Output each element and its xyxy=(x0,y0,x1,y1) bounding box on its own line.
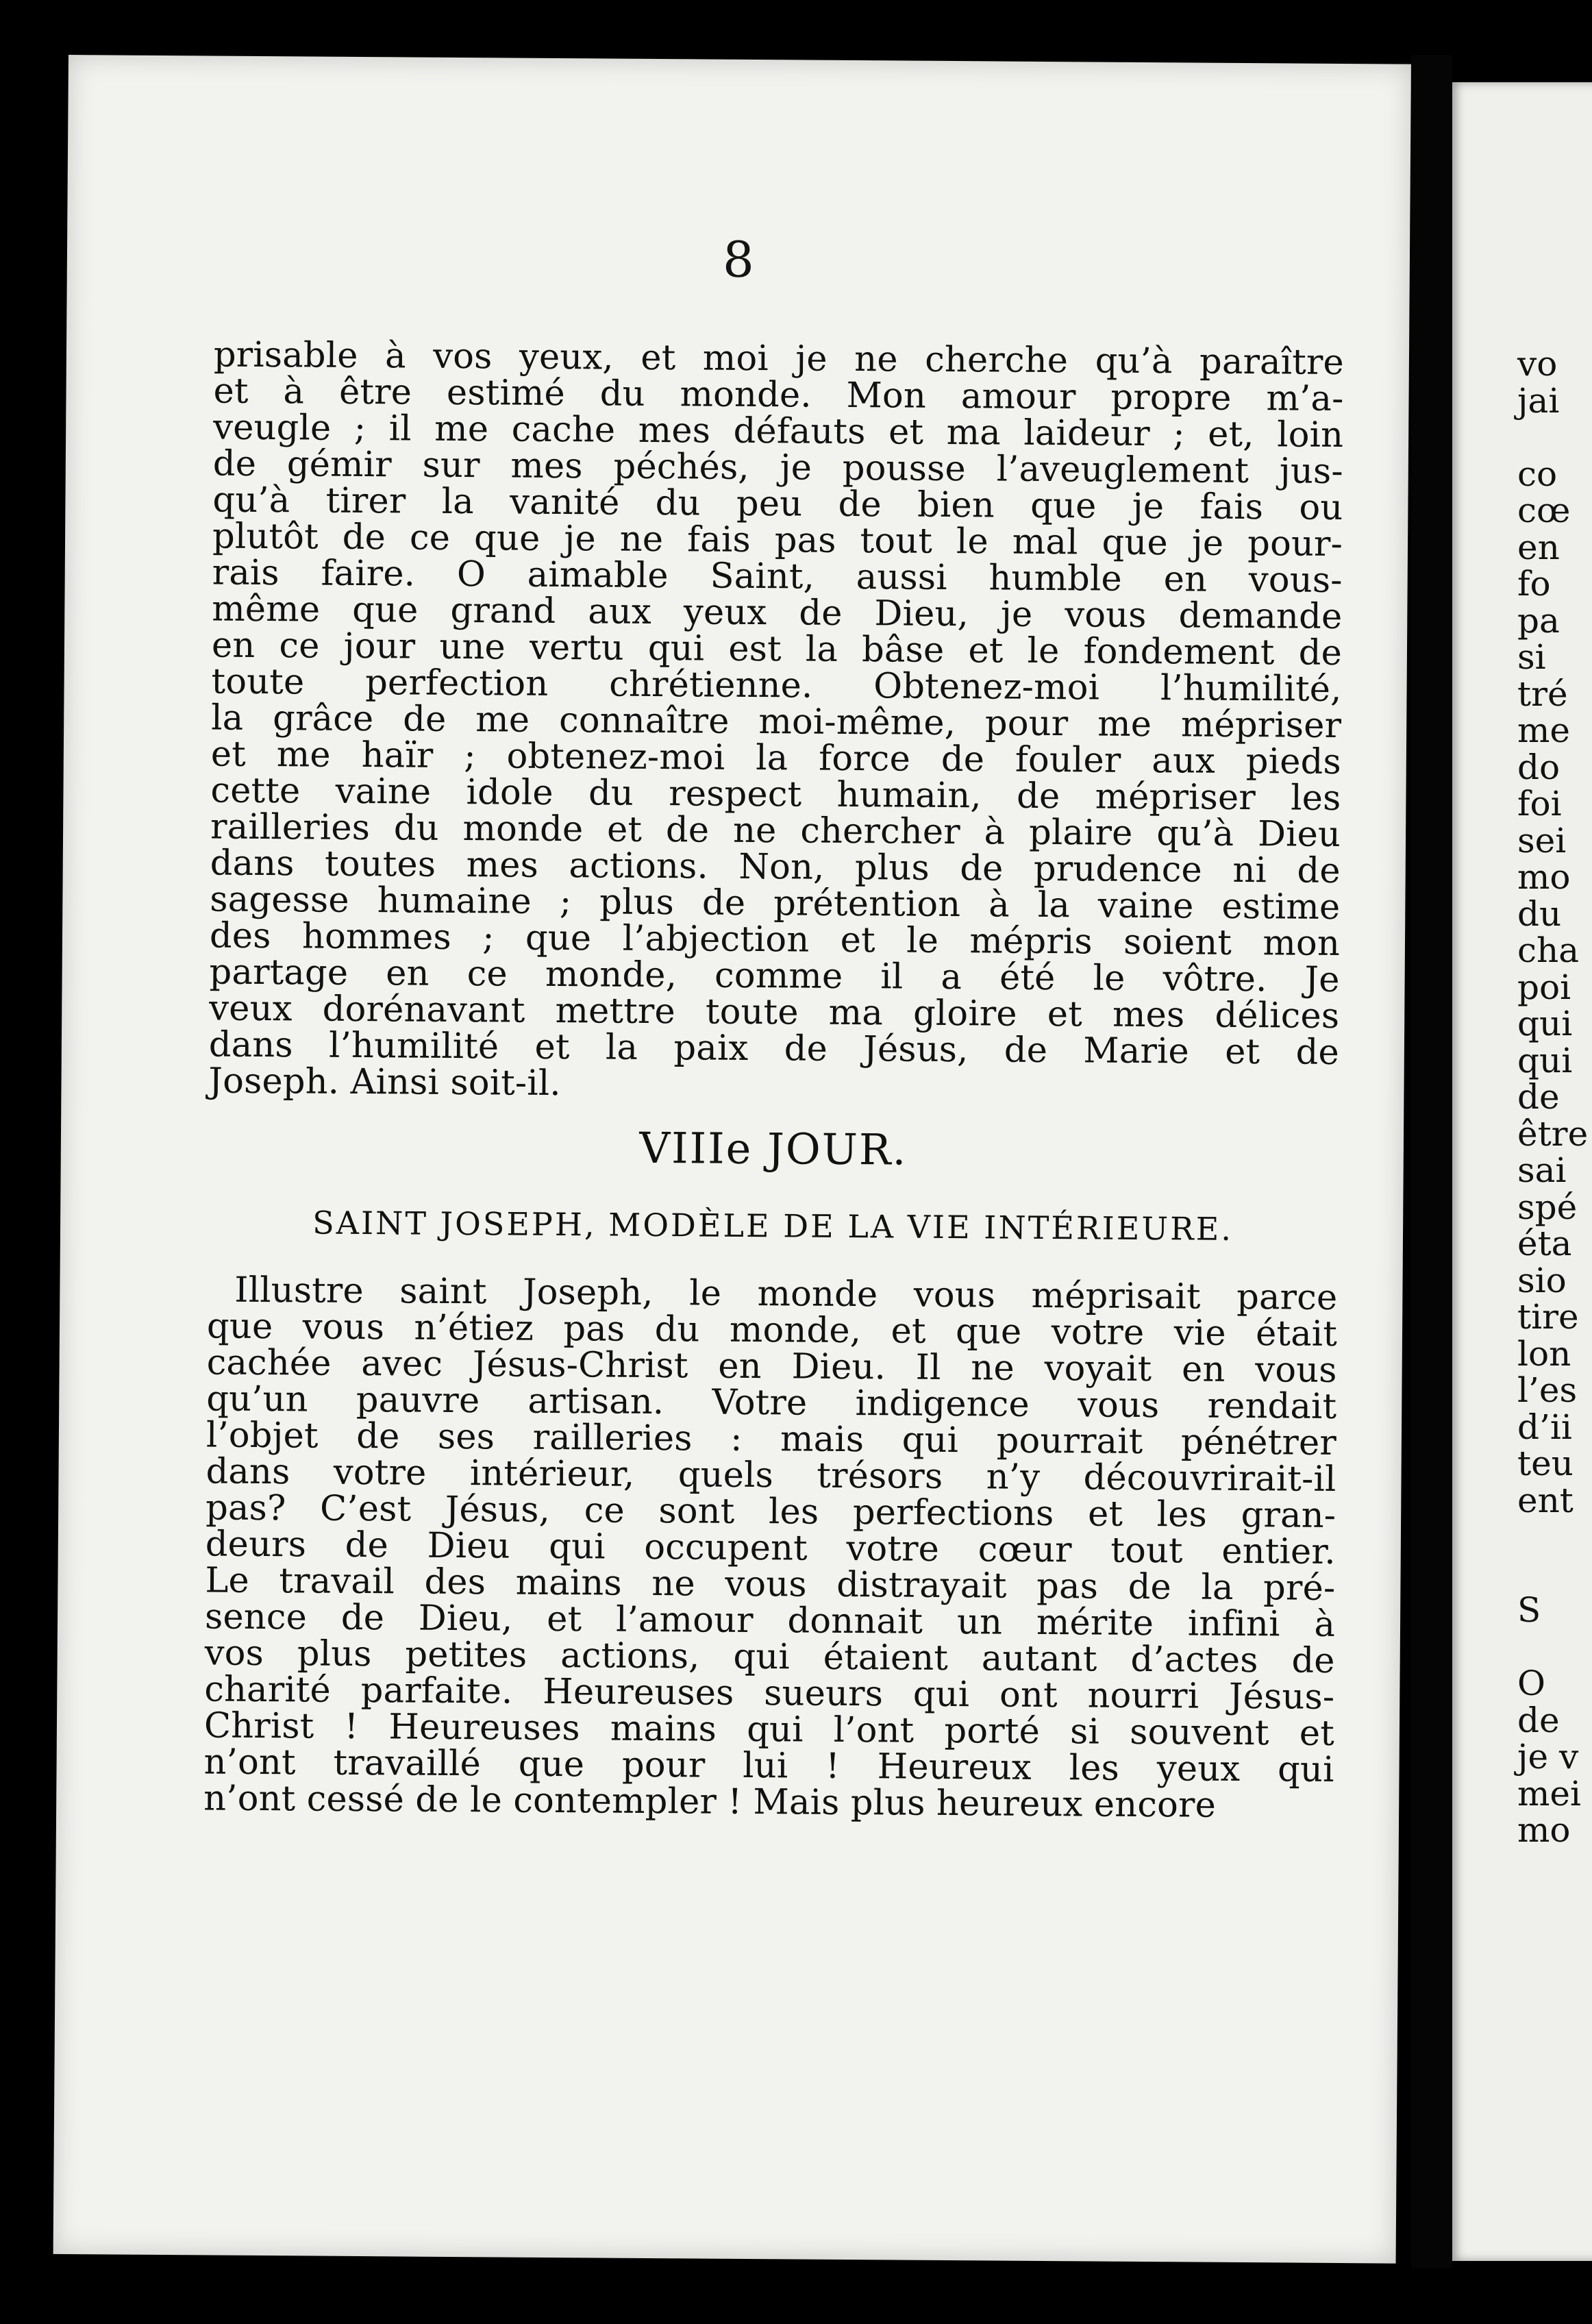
right-page-fragment: mo xyxy=(1517,857,1571,897)
paragraph-meditation xyxy=(203,1272,1338,1824)
right-page-fragment: sai xyxy=(1517,1150,1567,1190)
text-line: prisable à vos yeux, et moi je ne cherche qu’à paraître xyxy=(213,334,1345,384)
right-page-fragment: ent xyxy=(1517,1480,1574,1520)
text-line: n’ont cessé de le contempler ! Mais plus heureux encore xyxy=(203,1778,1217,1826)
text-line: en ce jour une vertu qui est la bâse et le fondement de xyxy=(211,625,1343,673)
text-line: dans toutes mes actions. Non, plus de prudence ni de xyxy=(210,843,1341,891)
right-page-fragment: me xyxy=(1517,710,1571,750)
text-line: la grâce de me connaître moi-même, pour me mépriser xyxy=(211,697,1342,746)
text-line: railleries du monde et de ne chercher à plaire qu’à Dieu xyxy=(210,806,1341,855)
text-line: sagesse humaine ; plus de prétention à la vaine estime xyxy=(210,879,1341,928)
right-page-fragment: tré xyxy=(1517,673,1568,714)
right-page-fragment: O xyxy=(1517,1664,1545,1703)
right-page-fragment: fo xyxy=(1517,564,1551,604)
right-page-fragment: éta xyxy=(1517,1224,1572,1263)
right-page-fragment: d’ii xyxy=(1517,1407,1572,1447)
day-heading: VIIIe JOUR. xyxy=(639,1122,908,1175)
right-page-fragment: mei xyxy=(1517,1773,1581,1814)
right-page-fragment: je v xyxy=(1517,1737,1579,1777)
text-line: toute perfection chrétienne. Obtenez-moi l’humilité, xyxy=(211,661,1342,710)
text-line: Illustre saint Joseph, le monde vous méprisait parce xyxy=(234,1270,1338,1318)
right-page-fragment: spé xyxy=(1517,1187,1578,1227)
page-body xyxy=(203,336,1344,1824)
text-line: vos plus petites actions, qui étaient autant d’actes de xyxy=(204,1633,1335,1681)
right-page-fragment: de xyxy=(1517,1700,1560,1740)
right-page-fragment: être xyxy=(1517,1113,1589,1154)
text-line: veux dorénavant mettre toute ma gloire et mes délices xyxy=(209,988,1340,1037)
text-line: rais faire. O aimable Saint, aussi humble en vous- xyxy=(212,552,1343,602)
right-page-fragment: do xyxy=(1517,747,1560,787)
right-page-fragment: poi xyxy=(1517,967,1571,1007)
day-subtitle: SAINT JOSEPH, MODÈLE DE LA VIE INTÉRIEURE. xyxy=(312,1204,1234,1248)
text-line: Le travail des mains ne vous distrayait pas de la pré- xyxy=(205,1560,1336,1609)
right-page-fragment: l’es xyxy=(1517,1370,1578,1410)
text-line: Christ ! Heureuses mains qui l’ont porté si souvent et xyxy=(203,1705,1335,1754)
right-page-fragment: si xyxy=(1517,637,1546,677)
text-line: et à être estimé du monde. Mon amour propre m’a- xyxy=(213,371,1344,420)
text-line: cachée avec Jésus-Christ en Dieu. Il ne voyait en vous xyxy=(206,1342,1337,1391)
text-line: charité parfaite. Heureuses sueurs qui ont nourri Jésus- xyxy=(204,1669,1335,1718)
text-line: cette vaine idole du respect humain, de mépriser les xyxy=(210,770,1341,819)
right-page-fragment: de xyxy=(1517,1077,1560,1117)
right-page-fragment: qui xyxy=(1517,1004,1573,1043)
right-page-fragment: du xyxy=(1517,893,1562,934)
right-page-fragment: tire xyxy=(1517,1297,1579,1337)
text-line: partage en ce monde, comme il a été le vôtre. Je xyxy=(209,952,1340,1000)
right-page-fragment: pa xyxy=(1517,600,1560,641)
text-line: n’ont travaillé que pour lui ! Heureux les yeux qui xyxy=(203,1742,1334,1790)
right-page-fragment: co xyxy=(1517,454,1558,494)
text-line: de gémir sur mes péchés, je pousse l’aveuglement jus- xyxy=(212,443,1344,493)
text-line: deurs de Dieu qui occupent votre cœur tout entier. xyxy=(205,1524,1336,1572)
right-page-fragment: foi xyxy=(1517,784,1562,824)
text-line: même que grand aux yeux de Dieu, je vous demande xyxy=(212,589,1343,637)
right-page-fragment: sei xyxy=(1517,820,1567,861)
right-page-fragment: jai xyxy=(1517,380,1560,421)
right-page-fragment: cha xyxy=(1517,930,1580,970)
text-line: sence de Dieu, et l’amour donnait un mérite infini à xyxy=(204,1596,1336,1645)
text-line: veugle ; il me cache mes défauts et ma laideur ; et, loin xyxy=(213,407,1344,456)
book-gutter xyxy=(1411,55,1452,2268)
right-page-fragment: sio xyxy=(1517,1260,1567,1300)
page-number: 8 xyxy=(722,230,755,288)
paragraph-prayer-ending xyxy=(208,336,1344,1107)
right-page-fragment: cœ xyxy=(1517,491,1571,530)
text-line: que vous n’étiez pas du monde, et que votre vie était xyxy=(206,1306,1338,1355)
book-page-left xyxy=(53,55,1411,2264)
text-line: dans l’humilité et la paix de Jésus, de Marie et de xyxy=(208,1024,1340,1073)
right-page-fragment: mo xyxy=(1517,1810,1571,1850)
right-page-fragment: S xyxy=(1517,1590,1541,1630)
right-page-fragment: vo xyxy=(1517,344,1558,384)
text-line: plutôt de ce que je ne fais pas tout le mal que je pour- xyxy=(212,516,1343,565)
right-page-fragment: en xyxy=(1517,527,1560,567)
text-line: et me haïr ; obtenez-moi la force de fouler aux pieds xyxy=(210,734,1342,782)
text-line: l’objet de ses railleries : mais qui pourrait pénétrer xyxy=(206,1415,1337,1463)
right-page-fragment: teu xyxy=(1517,1444,1574,1483)
right-page-fragment: qui xyxy=(1517,1040,1573,1080)
right-page-fragment: lon xyxy=(1517,1333,1571,1374)
text-line: qu’à tirer la vanité du peu de bien que je fais ou xyxy=(212,480,1343,529)
text-line: Joseph. Ainsi soit-il. xyxy=(208,1061,562,1104)
text-line: pas? C’est Jésus, ce sont les perfections et les gran- xyxy=(205,1487,1336,1536)
text-line: des hommes ; que l’abjection et le mépris soient mon xyxy=(209,915,1341,964)
text-line: qu’un pauvre artisan. Votre indigence vous rendait xyxy=(206,1379,1337,1427)
text-line: dans votre intérieur, quels trésors n’y découvrirait-il xyxy=(206,1451,1336,1500)
